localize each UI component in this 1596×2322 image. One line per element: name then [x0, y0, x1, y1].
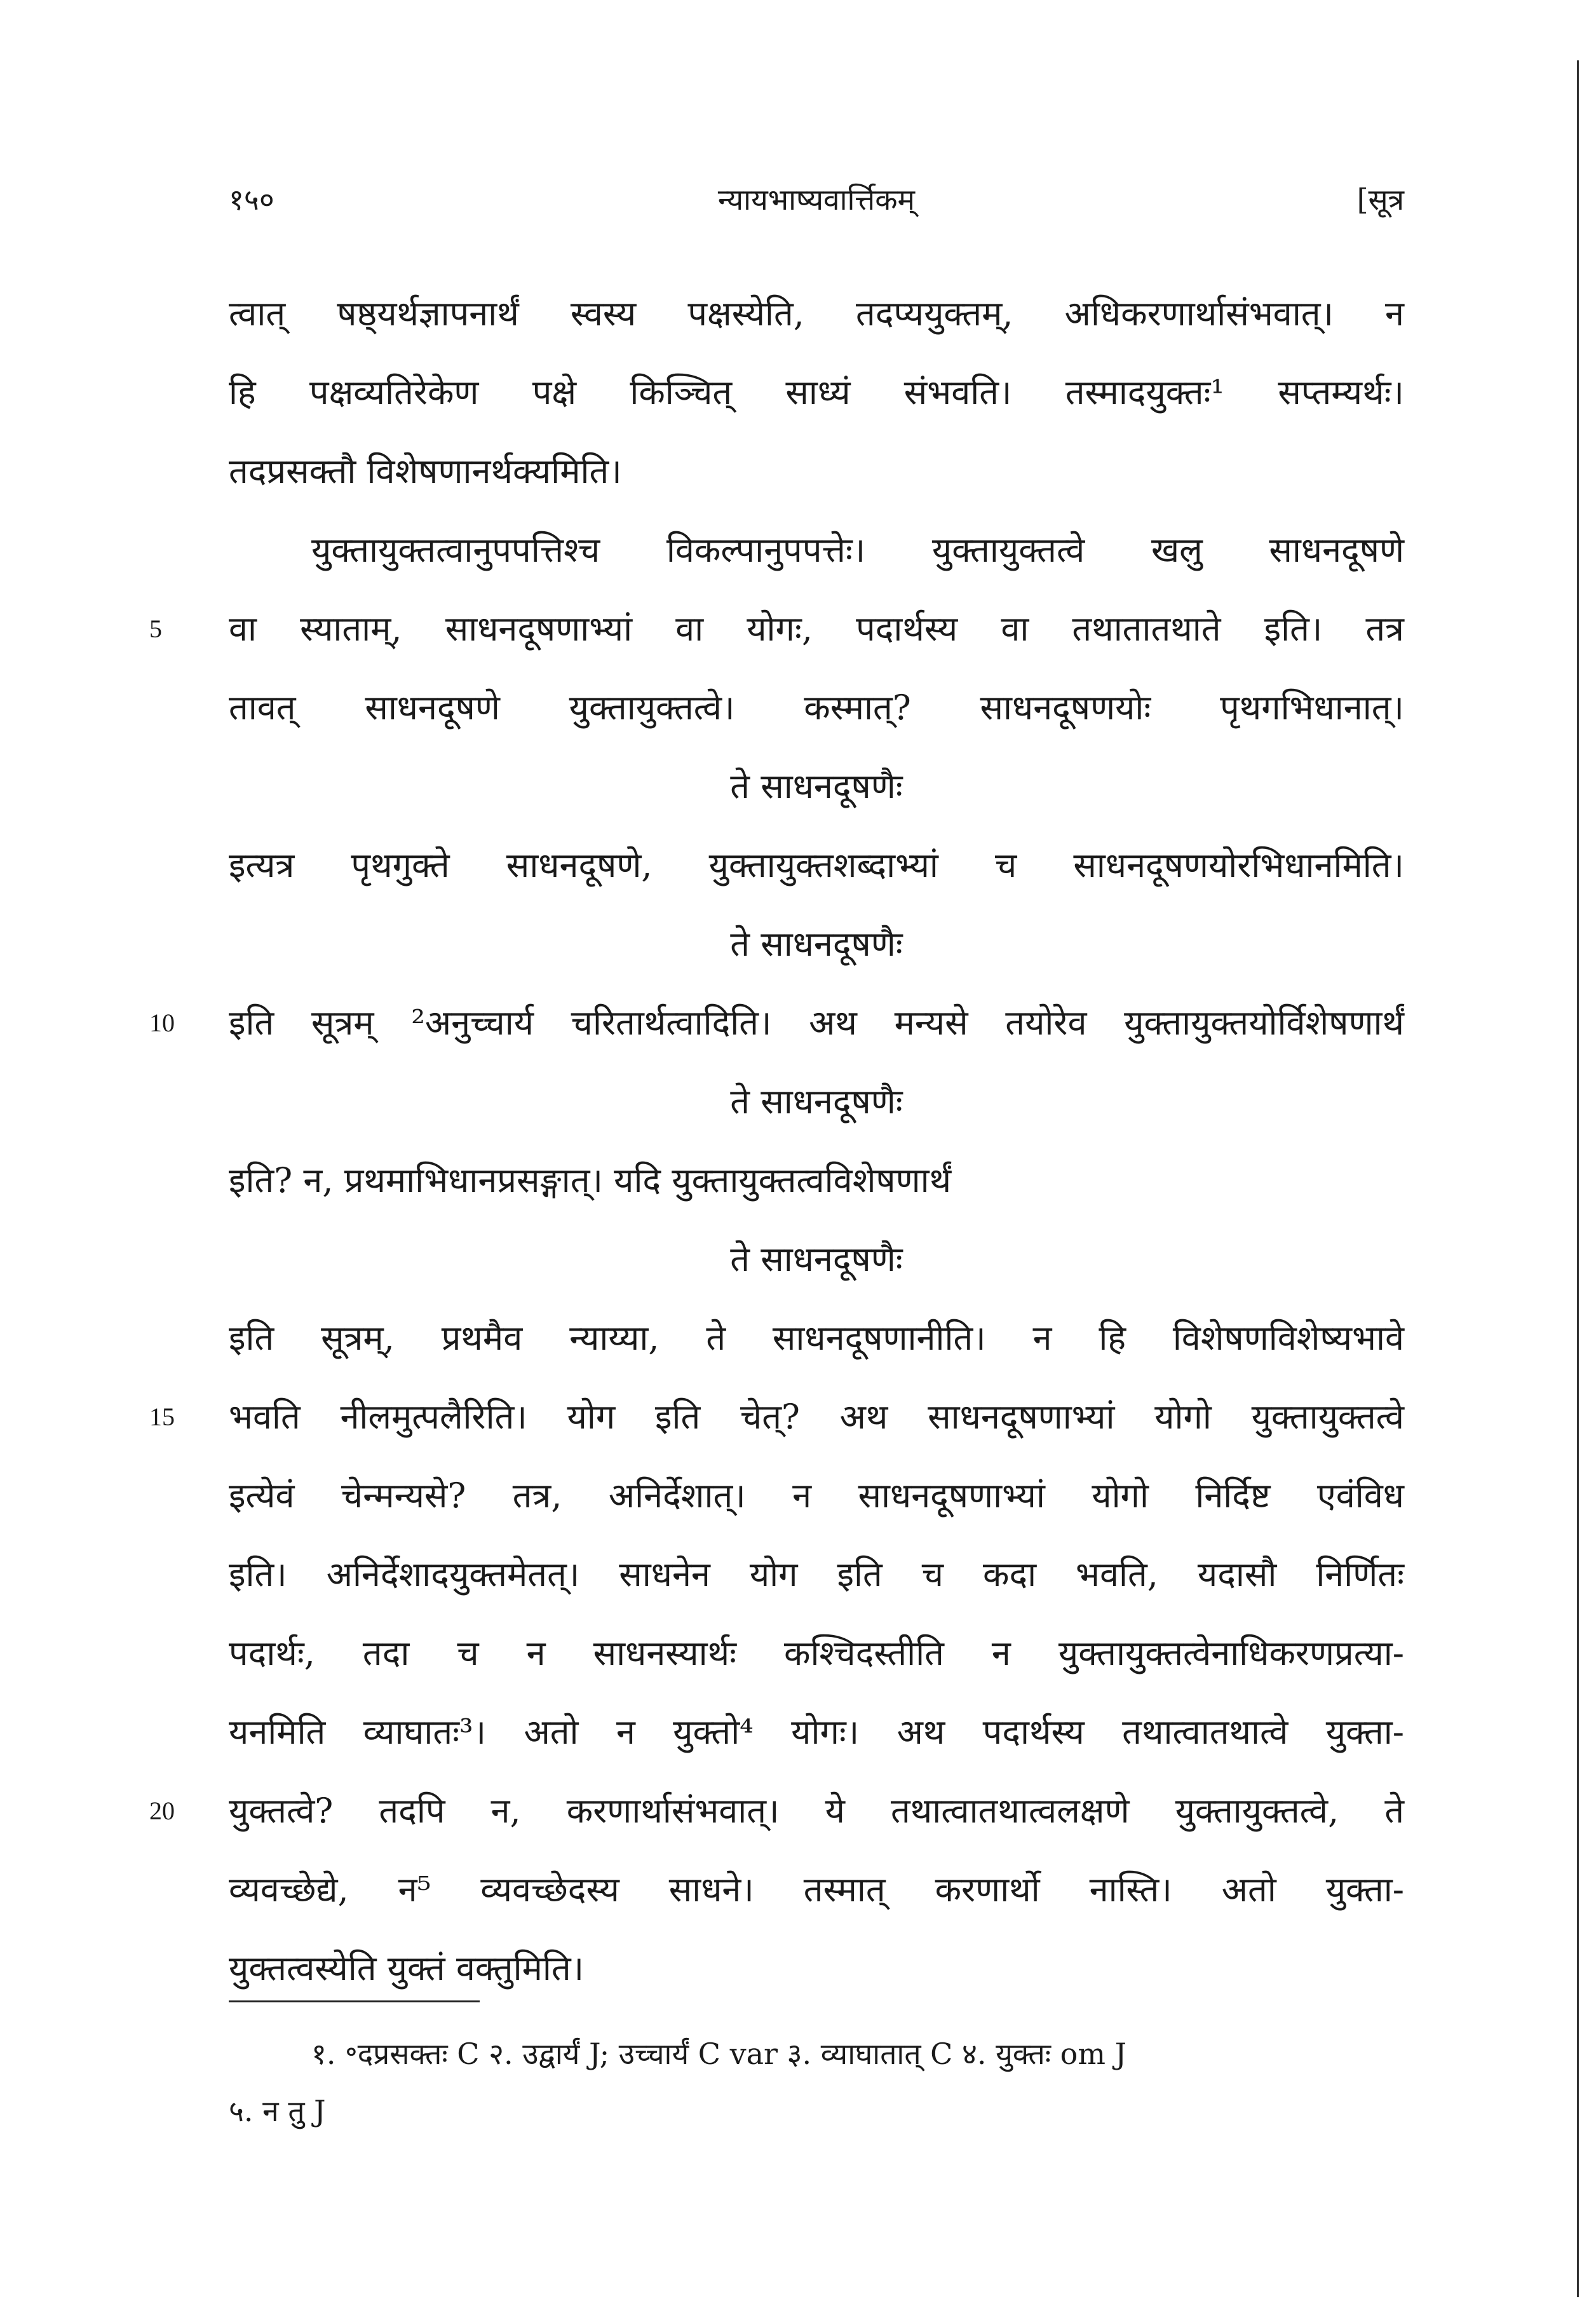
line-text: ते साधनदूषणैः	[730, 1239, 903, 1279]
sutra-quote-line	[229, 747, 1404, 826]
line-text: युक्तायुक्तत्वानुपपत्तिश्च विकल्पानुपपत्तेः। युक्तायुक्तत्वे खलु साधनदूषणे	[311, 530, 1404, 570]
page-edge-line	[1577, 60, 1579, 2297]
line-number: 5	[149, 614, 162, 643]
line-number: 20	[149, 1796, 175, 1825]
line-number: 15	[149, 1402, 175, 1431]
line-text: पदार्थः, तदा च न साधनस्यार्थः कश्चिदस्तीति न युक्तायुक्तत्वेनाधिकरणप्रत्या-	[229, 1633, 1404, 1673]
footnote-rule	[229, 2000, 480, 2002]
text-line	[229, 1141, 1404, 1220]
text-line	[229, 669, 1404, 747]
line-text: हि पक्षव्यतिरेकेण पक्षे किञ्चित् साध्यं संभवति। तस्मादयुक्तः¹ सप्तम्यर्थः।	[229, 372, 1404, 412]
line-text: इति? न, प्रथमाभिधानप्रसङ्गात्। यदि युक्तायुक्तत्वविशेषणार्थं	[229, 1160, 952, 1200]
line-text: इत्येवं चेन्मन्यसे? तत्र, अनिर्देशात्। न साधनदूषणाभ्यां योगो निर्दिष्ट एवंविध	[229, 1476, 1404, 1516]
line-text: तदप्रसक्तौ विशेषणानर्थक्यमिति।	[229, 451, 622, 491]
text-line	[229, 1299, 1404, 1378]
line-text: त्वात् षष्ठ्यर्थज्ञापनार्थं स्वस्य पक्षस्येति, तदप्ययुक्तम्, अधिकरणार्थासंभवात्। न	[229, 294, 1404, 334]
text-line	[229, 1693, 1404, 1772]
line-text: ते साधनदूषणैः	[730, 766, 903, 806]
text-line	[229, 353, 1404, 432]
line-number: 10	[149, 1008, 175, 1037]
line-text: ते साधनदूषणैः	[730, 924, 903, 964]
text-line	[229, 432, 1404, 511]
main-text	[149, 275, 1404, 2008]
line-text: इति सूत्रम्, प्रथमैव न्याय्या, ते साधनदूषणानीति। न हि विशेषणविशेष्यभावे	[229, 1318, 1404, 1358]
line-text: यनमिति व्याघातः³। अतो न युक्तो⁴ योगः। अथ पदार्थस्य तथात्वातथात्वे युक्ता-	[229, 1712, 1404, 1752]
line-text: इत्यत्र पृथगुक्ते साधनदूषणे, युक्तायुक्तशब्दाभ्यां च साधनदूषणयोरभिधानमिति।	[229, 845, 1404, 885]
text-line	[229, 1456, 1404, 1535]
text-line	[229, 1535, 1404, 1614]
text-line	[229, 1850, 1404, 1929]
line-text: इति। अनिर्देशादयुक्तमेतत्। साधनेन योग इति च कदा भवति, यदासौ निर्णितः	[229, 1554, 1404, 1594]
sutra-quote-line	[229, 1220, 1404, 1299]
line-text: इति सूत्रम् ²अनुच्चार्य चरितार्थत्वादिति। अथ मन्यसे तयोरेव युक्तायुक्तयोर्विशेषणार्थं	[229, 1003, 1404, 1043]
section-label: [सूत्र	[1356, 182, 1404, 217]
page-number: १५०	[229, 182, 274, 217]
sutra-quote-line	[229, 1063, 1404, 1141]
line-text: भवति नीलमुत्पलैरिति। योग इति चेत्? अथ साधनदूषणाभ्यां योगो युक्तायुक्तत्वे	[229, 1397, 1404, 1437]
text-line	[149, 1378, 1404, 1456]
line-text: युक्तत्वस्येति युक्तं वक्तुमिति।	[229, 1948, 585, 1988]
line-text: व्यवच्छेद्ये, न⁵ व्यवच्छेदस्य साधने। तस्मात् करणार्थो नास्ति। अतो युक्ता-	[229, 1870, 1404, 1910]
text-line	[229, 511, 1404, 590]
sutra-quote-line	[229, 905, 1404, 984]
text-line	[229, 1929, 1404, 2008]
text-line	[149, 590, 1404, 669]
footnote-line: १. ॰दप्रसक्तः C २. उद्वार्यं J; उच्चार्यं C var ३. व्याघातात् C ४. युक्तः om J	[311, 2037, 1127, 2071]
line-text: वा स्याताम्, साधनदूषणाभ्यां वा योगः, पदार्थस्य वा तथातातथाते इति। तत्र	[229, 609, 1404, 649]
text-line	[229, 275, 1404, 353]
line-text: ते साधनदूषणैः	[730, 1082, 903, 1122]
line-text: तावत् साधनदूषणे युक्तायुक्तत्वे। कस्मात्? साधनदूषणयोः पृथगभिधानात्।	[229, 688, 1404, 728]
text-line	[149, 1772, 1404, 1850]
text-line	[229, 1614, 1404, 1693]
footnote-line: ५. न तु J	[229, 2094, 326, 2128]
line-text: युक्तत्वे? तदपि न, करणार्थासंभवात्। ये तथात्वातथात्वलक्षणे युक्तायुक्तत्वे, ते	[229, 1791, 1404, 1831]
running-title: न्यायभाष्यवार्त्तिकम्	[717, 182, 916, 217]
text-line	[229, 826, 1404, 905]
text-line	[149, 984, 1404, 1063]
running-header	[229, 179, 1404, 224]
